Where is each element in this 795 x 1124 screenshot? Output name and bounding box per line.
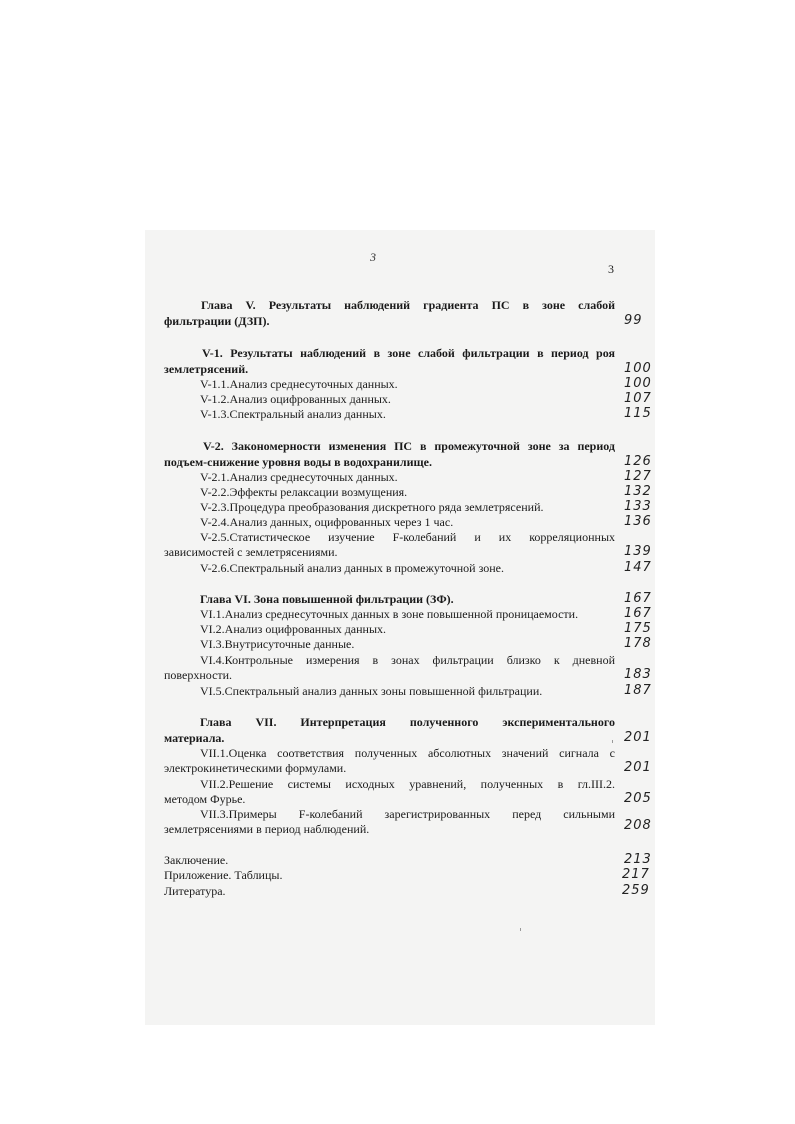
chapter-5-page: 99 (624, 313, 643, 328)
toc-entry: V-2.4.Анализ данных, оцифрованных через 1 час. (200, 515, 454, 529)
chapter-5-title-line2: фильтрации (ДЗП). (164, 314, 270, 328)
toc-entry-page: 259 (622, 883, 650, 898)
chapter-7-title-line2: материала. (164, 731, 225, 745)
toc-entry-line1: VI.4.Контрольные измерения в зонах фильтрации близко к дневной (200, 653, 615, 667)
toc-entry: VI.2.Анализ оцифрованных данных. (200, 622, 387, 636)
toc-entry-line1: VII.2.Решение системы исходных уравнений, полученных в гл.III.2. (200, 777, 615, 791)
toc-entry: V-2.1.Анализ среднесуточных данных. (200, 470, 398, 484)
toc-entry: V-2.2.Эффекты релаксации возмущения. (200, 485, 408, 499)
toc-entry-page: 132 (624, 484, 652, 499)
toc-entry-page: 107 (624, 391, 652, 406)
handwritten-page-number: 3 (370, 250, 376, 264)
chapter-7-page: 201 (624, 730, 652, 745)
toc-entry: VI.1.Анализ среднесуточных данных в зоне повышенной проницаемости. (200, 607, 579, 621)
toc-entry: V-1.2.Анализ оцифрованных данных. (200, 392, 391, 406)
toc-entry-line1: VII.1.Оценка соответствия полученных абсолютных значений сигнала с (200, 746, 615, 760)
section-v1-title-line1: V-1. Результаты наблюдений в зоне слабой фильтрации в период роя (202, 346, 615, 360)
toc-entry-line2: зависимостей с землетрясениями. (164, 545, 338, 559)
section-v1-title-line2: землетрясений. (164, 362, 249, 376)
toc-entry: V-1.3.Спектральный анализ данных. (200, 407, 386, 421)
toc-entry: Приложение. Таблицы. (164, 868, 283, 882)
section-v2-page: 126 (624, 454, 652, 469)
toc-entry: Заключение. (164, 853, 229, 867)
chapter-5-title-line1: Глава V. Результаты наблюдений градиента ПС в зоне слабой (201, 298, 615, 312)
section-v2-title-line2: подъем-снижение уровня воды в водохранилище. (164, 455, 432, 469)
toc-entry: Литература. (164, 884, 226, 898)
toc-entry-page: 115 (624, 406, 652, 421)
toc-entry-line1: VII.3.Примеры F-колебаний зарегистрированных перед сильными (200, 807, 615, 821)
toc-entry-line2: поверхности. (164, 668, 233, 682)
toc-entry-page: 205 (624, 791, 652, 806)
toc-entry: V-2.3.Процедура преобразования дискретного ряда землетрясений. (200, 500, 544, 514)
toc-entry-page: 213 (624, 852, 652, 867)
toc-entry-page: 217 (622, 867, 650, 882)
toc-entry-line1: V-2.5.Статистическое изучение F-колебаний и их корреляционных (200, 530, 615, 544)
toc-entry-line2: методом Фурье. (164, 792, 246, 806)
toc-entry-page: 175 (624, 621, 652, 636)
chapter-6-title: Глава VI. Зона повышенной фильтрации (ЗФ). (200, 592, 454, 606)
toc-entry-page: 139 (624, 544, 652, 559)
toc-entry-page: 147 (624, 560, 652, 575)
toc-entry-page: 183 (624, 667, 652, 682)
section-v1-page: 100 (624, 361, 652, 376)
section-v2-title-line1: V-2. Закономерности изменения ПС в промежуточной зоне за период (203, 439, 615, 453)
toc-entry: VI.3.Внутрисуточные данные. (200, 637, 355, 651)
toc-entry: V-2.6.Спектральный анализ данных в промежуточной зоне. (200, 561, 504, 575)
toc-entry-page: 100 (624, 376, 652, 391)
toc-entry-page: 167 (624, 606, 652, 621)
toc-entry-line2: электрокинетическими формулами. (164, 761, 347, 775)
toc-entry-page: 133 (624, 499, 652, 514)
toc-entry-page: 178 (624, 636, 652, 651)
toc-entry-page: 201 (624, 760, 652, 775)
toc-entry-line2: землетрясениями в период наблюдений. (164, 822, 370, 836)
toc-entry: V-1.1.Анализ среднесуточных данных. (200, 377, 398, 391)
toc-entry-page: 187 (624, 683, 652, 698)
toc-entry-page: 208 (624, 818, 652, 833)
printed-page-number: 3 (608, 262, 614, 276)
chapter-6-page: 167 (624, 591, 652, 606)
toc-entry-page: 136 (624, 514, 652, 529)
scan-speck (612, 740, 613, 743)
toc-entry: VI.5.Спектральный анализ данных зоны повышенной фильтрации. (200, 684, 543, 698)
chapter-7-title-line1: Глава VII. Интерпретация полученного экспериментального (200, 715, 615, 729)
scan-speck (520, 928, 521, 931)
toc-entry-page: 127 (624, 469, 652, 484)
